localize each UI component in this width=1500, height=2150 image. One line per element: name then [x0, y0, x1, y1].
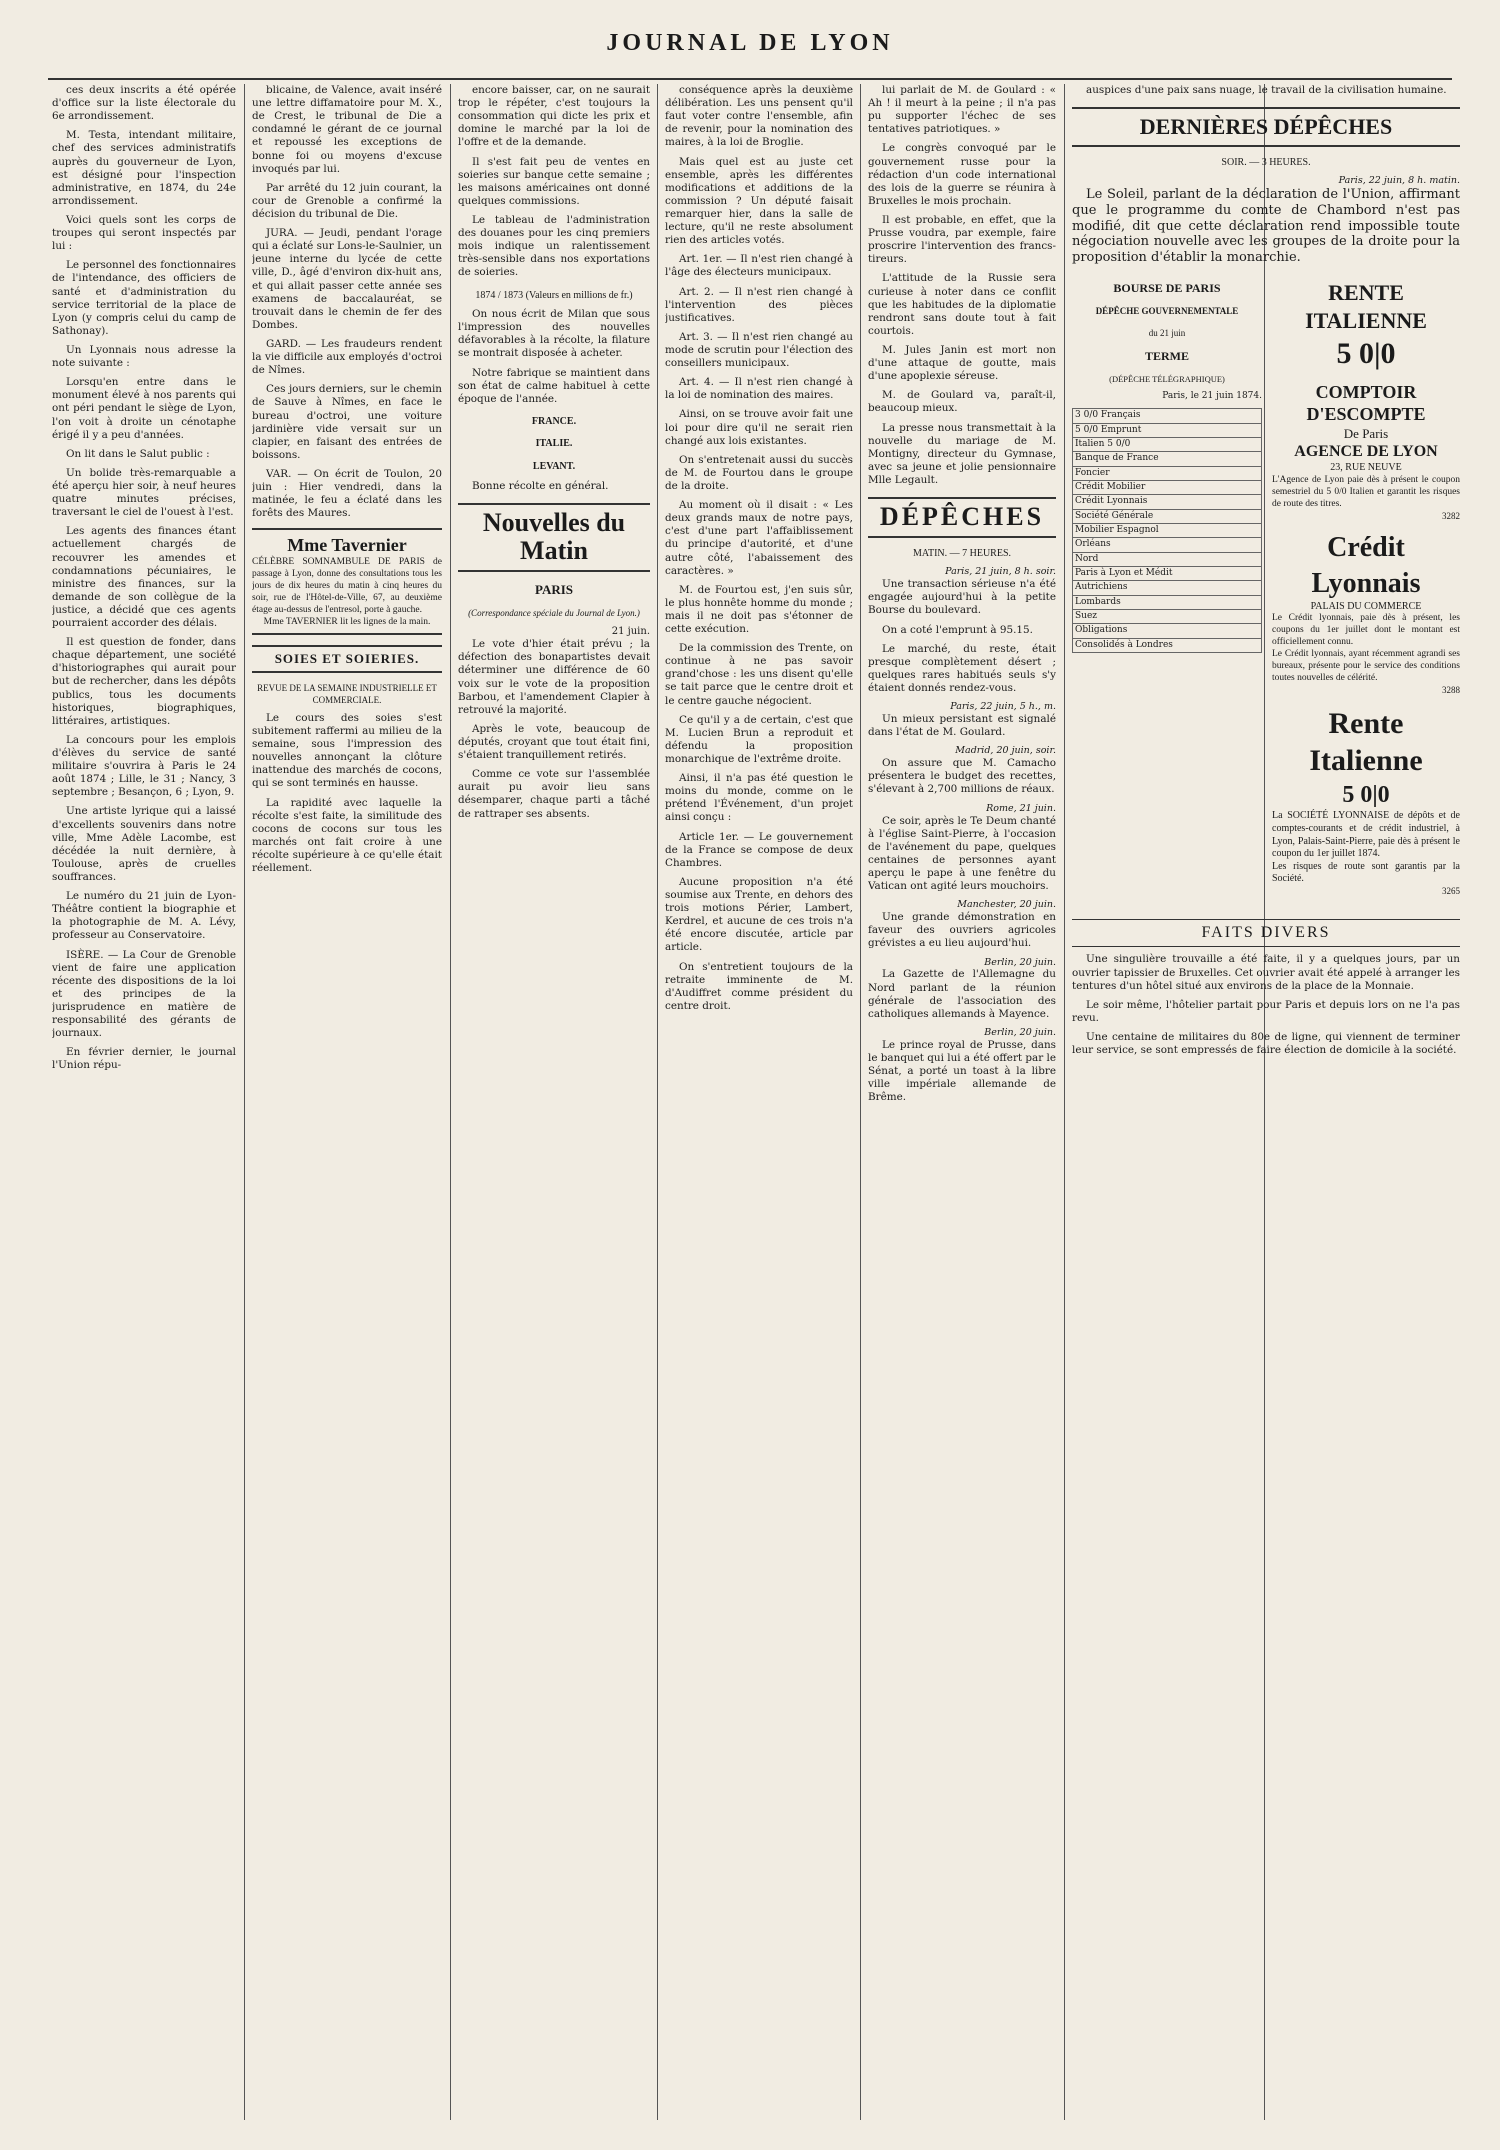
column-3: [458, 84, 650, 2114]
valeurs-row: [1073, 552, 1262, 566]
valeurs-row: [1073, 495, 1262, 509]
section-italie: ITALIE.: [535, 438, 573, 450]
article-paragraph: M. Testa, intendant militaire, chef des services administratifs auprès du gouverneur de Lyon, est désigné pour l'inspection administrative, en 1874, du 24e arrondissement.: [52, 129, 236, 207]
valeur-name: Suez: [1073, 609, 1262, 623]
rente-heading: RENTE ITALIENNE: [1305, 280, 1427, 334]
dateline: Berlin, 20 juin.: [984, 956, 1056, 968]
valeur-name: 3 0/0 Français: [1073, 409, 1262, 423]
comptoir-address: 23, RUE NEUVE: [1330, 462, 1402, 474]
article-paragraph: Par arrêté du 12 juin courant, la cour de Grenoble a confirmé la décision du tribunal de Die.: [252, 181, 442, 220]
article-paragraph: Le soir même, l'hôtelier partait pour Paris et depuis lors on ne l'a pas revu.: [1072, 998, 1460, 1024]
article-paragraph: Au moment où il disait : « Les deux grands maux de notre pays, c'est d'une part l'affaiblissement du principe d'autorité, et d'une autre côté, l'abaissement des caractères. »: [665, 499, 853, 577]
terme-date: Paris, le 21 juin 1874.: [1162, 390, 1262, 401]
comptoir-agency: AGENCE DE LYON: [1294, 443, 1438, 461]
comptoir-subheading: De Paris: [1343, 425, 1389, 441]
article-paragraph: Une centaine de militaires du 80e de ligne, qui viennent de terminer leur service, se sont empressés de faire élection de domicile à la société.: [1072, 1030, 1460, 1057]
column-rule: [450, 84, 451, 2120]
valeurs-row: [1073, 638, 1262, 652]
faits-divers-heading: FAITS DIVERS: [1072, 919, 1460, 947]
article-paragraph: Il s'est fait peu de ventes en soieries sur banque cette semaine ; les maisons américaines ont donné quelques commissions.: [458, 155, 650, 207]
article-paragraph: M. de Goulard va, paraît-il, beaucoup mieux.: [868, 389, 1056, 415]
article-paragraph: Article 1er. — Le gouvernement de la France se compose de deux Chambres.: [665, 830, 853, 869]
article-paragraph: L'attitude de la Russie sera curieuse à noter dans ce conflit que les habitudes de la diplomatie rendront sans doute tout à fait courtois.: [868, 272, 1056, 337]
dispatch-paragraph: Un mieux persistant est signalé dans l'état de M. Goulard.: [868, 713, 1056, 739]
article-paragraph: La presse nous transmettait à la nouvelle du mariage de M. Montigny, directeur du Gymnase, avec sa jeune et jolie pensionnaire Mlle Legault.: [868, 421, 1056, 486]
article-paragraph: Voici quels sont les corps de troupes qui seront inspectés par lui :: [52, 213, 236, 253]
depeches-heading: DÉPÊCHES: [868, 497, 1056, 538]
article-paragraph: On s'entretient toujours de la retraite imminente de M. d'Audiffret comme président du centre droit.: [665, 960, 853, 1012]
comptoir-ad: [1272, 381, 1460, 523]
depeches-subheading: MATIN. — 7 HEURES.: [912, 547, 1012, 559]
valeurs-row: [1073, 609, 1262, 623]
section-levant: LEVANT.: [532, 461, 576, 473]
article-paragraph: GARD. — Les fraudeurs rendent la vie difficile aux employés d'octroi de Nîmes.: [252, 337, 442, 377]
valeur-name: Foncier: [1073, 466, 1262, 480]
column-rule: [860, 84, 861, 2120]
nouvelles-heading: Nouvelles du Matin: [458, 503, 650, 572]
valeurs-row: [1073, 624, 1262, 638]
valeurs-row: [1073, 566, 1262, 580]
article-paragraph: Art. 1er. — Il n'est rien changé à l'âge des électeurs municipaux.: [665, 253, 853, 279]
dateline: Rome, 21 juin.: [986, 802, 1056, 814]
ad-title: Mme Tavernier: [287, 535, 407, 556]
dateline: Madrid, 20 juin, soir.: [955, 745, 1056, 757]
valeurs-row: [1073, 581, 1262, 595]
bourse-subtitle: DÉPÊCHE GOUVERNEMENTALE: [1095, 306, 1239, 317]
article-paragraph: JURA. — Jeudi, pendant l'orage qui a éclaté sur Lons-le-Saulnier, un jeune interne du lycée de cette ville, D., âgé d'environ dix-huit ans, et qui allait passer cette année ses examens de baccalauréat, se trouvait dans le chemin de fer des Dombes.: [252, 227, 442, 331]
dateline: Paris, 21 juin, 8 h. soir.: [945, 566, 1056, 578]
ad-sign: Mme TAVERNIER lit les lignes de la main.: [263, 616, 431, 627]
article-paragraph: Un bolide très-remarquable a été aperçu hier soir, à neuf heures quatre minutes précises, traversant le ciel de l'ouest à l'est.: [52, 466, 236, 519]
valeurs-row: [1073, 409, 1262, 423]
rente2-value: 5 0|0: [1342, 782, 1390, 809]
ad-number: 3288: [1442, 685, 1460, 696]
valeur-name: Mobilier Espagnol: [1073, 523, 1262, 537]
dateline: Paris, 22 juin, 8 h. matin.: [1338, 175, 1460, 187]
article-paragraph: Les agents des finances étant actuellement chargés de recouvrer les amendes et condamnations pécuniaires, le ministre des finances, sur la demande de son collègue de la justice, a décidé que ces agents pourraient accorder des délais.: [52, 525, 236, 630]
article-paragraph: La rapidité avec laquelle la récolte s'est faite, la similitude des cocons de cocons sur tous les marchés ont fait croire à une récolte supérieure à ce qu'elle était réellement.: [252, 796, 442, 875]
article-paragraph: Art. 2. — Il n'est rien changé à l'intervention des pièces justificatives.: [665, 285, 853, 324]
column-rule: [1064, 84, 1065, 2120]
terme-subtitle: (DÉPÊCHE TÉLÉGRAPHIQUE): [1109, 374, 1225, 385]
credit-heading: Crédit Lyonnais: [1311, 532, 1421, 599]
article-paragraph: En février dernier, le journal l'Union répu-: [52, 1046, 236, 1072]
column-2: [252, 84, 442, 2114]
dispatch-paragraph: Le prince royal de Prusse, dans le banquet qui lui a été offert par le Sénat, a porté un toast à la libre ville impériale allemande de Brême.: [868, 1038, 1056, 1104]
article-paragraph: Après le vote, beaucoup de députés, croyant que tout était fini, s'étaient tranquillement retirés.: [458, 722, 650, 762]
article-paragraph: On lit dans le Salut public :: [66, 447, 210, 460]
article-paragraph: Art. 3. — Il n'est rien changé au mode de scrutin pour l'élection des conseillers municipaux.: [665, 330, 853, 370]
valeur-name: Paris à Lyon et Médit: [1073, 566, 1262, 580]
article-paragraph: Le cours des soies s'est subitement raffermi au milieu de la semaine, sous l'impression des nouvelles annonçant la clôture inattendue des marchés de cocons, qui se sont terminés en hausse.: [252, 711, 442, 790]
article-paragraph: Notre fabrique se maintient dans son état de calme habituel à cette époque de l'année.: [458, 366, 650, 405]
section-france: FRANCE.: [531, 415, 577, 427]
paris-subheading: (Correspondance spéciale du Journal de Lyon.): [468, 608, 640, 619]
valeurs-row: [1073, 509, 1262, 523]
ad-number: 3265: [1442, 885, 1460, 896]
column-4: [665, 84, 853, 2114]
article-paragraph: Mais quel est au juste cet ensemble, après les différentes modifications et additions de la commission ? Un député faisait remarquer hier, dans la salle de lecture, qu'il ne reste absolument rien des articles votés.: [665, 155, 853, 247]
tavernier-ad: [252, 528, 442, 634]
dispatch-paragraph: On assure que M. Camacho présentera le budget des recettes, s'élevant à 2,700 millions de réaux.: [868, 757, 1056, 796]
valeurs-row: [1073, 538, 1262, 552]
article-paragraph: blicaine, de Valence, avait inséré une lettre diffamatoire pour M. X., de Crest, le tribunal de Die a condamné le gérant de ce journal et repoussé les exceptions de bonne foi ou moyens d'excuse invoqués par lui.: [252, 84, 442, 175]
comptoir-text: L'Agence de Lyon paie dès à présent le coupon semestriel du 5 0/0 Italien et garantit les risques de route des titres.: [1272, 475, 1460, 509]
column-5: [868, 84, 1056, 2114]
ads-block: [1272, 271, 1460, 905]
valeur-name: Autrichiens: [1073, 581, 1262, 595]
article-paragraph: Aucune proposition n'a été soumise aux Trente, en dehors des trois motions Périer, Lambert, Kerdrel, et aucune de ces trois n'a été encore discutée, article par article.: [665, 875, 853, 954]
article-paragraph: Il est question de fonder, dans chaque département, une société d'historiographes qui aurait pour but de rechercher, dans les dépôts publics, tous les documents historiques, biographiques, littéraires, artistiques.: [52, 636, 236, 727]
article-paragraph: Ces jours derniers, sur le chemin de Sauve à Nîmes, en face le bureau d'octroi, une voiture jardinière vide versait sur un clapier, en faisant des entrées de boissons.: [252, 383, 442, 461]
article-paragraph: Comme ce vote sur l'assemblée aurait pu avoir lieu sans désemparer, chaque parti a tâché de rattraper ses absents.: [458, 768, 650, 820]
valeur-name: Société Générale: [1073, 509, 1262, 523]
article-paragraph: La concours pour les emplois d'élèves du service de santé militaire s'ouvrira à Paris le 24 août 1874 ; Lille, le 31 ; Nancy, 3 septembre ; Besançon, 6 ; Lyon, 9.: [52, 733, 236, 799]
bourse-block: [1072, 271, 1262, 905]
valeur-name: 5 0/0 Emprunt: [1073, 423, 1262, 437]
valeur-name: Consolidés à Londres: [1073, 638, 1262, 652]
article-paragraph: M. Jules Janin est mort non d'une attaque de goutte, mais d'une apoplexie séreuse.: [868, 343, 1056, 383]
credit-text: Le Crédit lyonnais, paie dès à présent, les coupons du 1er juillet dont le montant est officiellement connu.: [1272, 613, 1460, 648]
dispatch-paragraph: Le Soleil, parlant de la déclaration de l'Union, affirmant que le programme du comte de Chambord n'est pas modifié, dit que cette déclaration rend impossible toute négociation nouvelle avec les groupes de la droite pour la proposition d'établir la monarchie.: [1072, 187, 1460, 265]
column-rule: [657, 84, 658, 2120]
article-paragraph: Une artiste lyrique qui a laissé d'excellents souvenirs dans notre ville, Mme Adèle Lacombe, est décédée la nuit dernière, à Toulouse, après de cruelles souffrances.: [52, 805, 236, 884]
rente-italienne-ad-2: [1272, 705, 1460, 898]
header-rule: [48, 78, 1452, 80]
column-rule: [244, 84, 245, 2120]
dispatch-paragraph: On a coté l'emprunt à 95.15.: [882, 623, 1033, 636]
valeurs-table: [1072, 408, 1262, 653]
dernieres-depeches-subheading: SOIR. — 3 HEURES.: [1221, 156, 1311, 168]
valeur-name: Italien 5 0/0: [1073, 437, 1262, 451]
article-paragraph: Le tableau de l'administration des douanes pour les cinq premiers mois indique un ralentissement très-sensible dans nos exportations de soieries.: [458, 213, 650, 279]
article-paragraph: Le personnel des fonctionnaires de l'intendance, des officiers de santé et d'administration du service territorial de la place de Lyon (y compris celui du camp de Sathonay).: [52, 259, 236, 337]
valeurs-row: [1073, 595, 1262, 609]
exports-table-title: 1874 / 1873 (Valeurs en millions de fr.): [475, 289, 633, 301]
article-paragraph: encore baisser, car, on ne saurait trop le répéter, c'est toujours la consommation qui dicte les prix et domine le marché par la loi de l'offre et de la demande.: [458, 84, 650, 149]
rente2-text: La SOCIÉTÉ LYONNAISE de dépôts et de comptes-courants et de crédit industriel, à Lyon, Palais-Saint-Pierre, paie dès à présent le coupon du 1er juillet 1874.: [1272, 810, 1460, 860]
article-paragraph: Il est probable, en effet, que la Prusse voudra, par exemple, faire proscrire l'intervention des francs-tireurs.: [868, 213, 1056, 266]
article-paragraph: Ainsi, on se trouve avoir fait une loi pour dire qu'il ne serait rien changé aux lois existantes.: [665, 408, 853, 447]
article-paragraph: lui parlait de M. de Goulard : « Ah ! il meurt à la peine ; il n'a pas pu supporter l'échec de ses tentatives patriotiques. »: [868, 84, 1056, 136]
article-paragraph: conséquence après la deuxième délibération. Les uns pensent qu'il faut voter contre l'ensemble, afin de revenir, pour la nomination des maires, à la loi de Broglie.: [665, 84, 853, 149]
valeurs-row: [1073, 466, 1262, 480]
article-paragraph: Un Lyonnais nous adresse la note suivante :: [52, 343, 236, 370]
dispatch-paragraph: La Gazette de l'Allemagne du Nord parlant de la réunion générale de l'association des catholiques allemands à Mayence.: [868, 968, 1056, 1020]
article-paragraph: Art. 4. — Il n'est rien changé à la loi de nomination des maires.: [665, 376, 853, 402]
article-paragraph: Le numéro du 21 juin de Lyon-Théâtre contient la biographie et la photographie de M. A. Lévy, professeur au Conservatoire.: [52, 890, 236, 942]
rente-italienne-ad: [1272, 279, 1460, 372]
paris-heading: PARIS: [534, 581, 574, 597]
article-paragraph: On s'entretenait aussi du succès de M. de Fourtou dans le groupe de la droite.: [665, 453, 853, 492]
valeurs-row: [1073, 452, 1262, 466]
article-paragraph: Ce qu'il y a de certain, c'est que M. Lucien Brun a reproduit et défendu la proposition monarchique de l'extrême droite.: [665, 713, 853, 766]
credit-text-2: Le Crédit lyonnais, ayant récemment agrandi ses bureaux, présente pour le service des conditions toutes nouvelles de célérité.: [1272, 649, 1460, 684]
comptoir-heading: COMPTOIR D'ESCOMPTE: [1306, 381, 1426, 425]
article-paragraph: M. de Fourtou est, j'en suis sûr, le plus honnête homme du monde ; mais il ne doit pas s'étonner de cette exécution.: [665, 583, 853, 636]
valeurs-row: [1073, 437, 1262, 451]
ad-number: 3282: [1442, 510, 1460, 521]
article-paragraph: ISÈRE. — La Cour de Grenoble vient de faire une application récente des dispositions de la loi et des principes de la jurisprudence en matière de responsabilité des gérants de journaux.: [52, 948, 236, 1040]
masthead: JOURNAL DE LYON: [606, 30, 894, 56]
rente-value: 5 0|0: [1336, 336, 1396, 370]
article-paragraph: Ainsi, il n'a pas été question le moins du monde, comme on le prétend l'Événement, d'un projet ainsi conçu :: [665, 772, 853, 824]
valeur-name: Obligations: [1073, 624, 1262, 638]
valeur-name: Banque de France: [1073, 452, 1262, 466]
bourse-date: du 21 juin: [1148, 327, 1186, 338]
rente2-text-2: Les risques de route sont garantis par la Société.: [1272, 860, 1460, 885]
valeur-name: Orléans: [1073, 538, 1262, 552]
valeurs-row: [1073, 480, 1262, 494]
dateline: 21 juin.: [611, 625, 650, 637]
article-paragraph: ces deux inscrits a été opérée d'office sur la liste électorale du 6e arrondissement.: [52, 84, 236, 123]
article-paragraph: Une singulière trouvaille a été faite, il y a quelques jours, par un ouvrier tapissier de Bruxelles. Cet ouvrier avait été appelé à arranger les tentures d'un hôtel situé aux environs de la place de la Monnaie.: [1072, 953, 1460, 992]
credit-lyonnais-ad: [1272, 530, 1460, 696]
terme-title: TERME: [1144, 349, 1189, 364]
article-paragraph: auspices d'une paix sans nuage, le travail de la civilisation humaine.: [1086, 84, 1447, 96]
article-paragraph: Bonne récolte en général.: [472, 479, 609, 492]
dateline: Paris, 22 juin, 5 h., m.: [950, 701, 1056, 713]
article-paragraph: Lorsqu'en entre dans le monument élevé à nos parents qui ont péri pendant le siège de Lyon, l'on voit à droite un cénotaphe érigé il y a peu d'années.: [52, 376, 236, 441]
valeur-name: Crédit Mobilier: [1073, 480, 1262, 494]
dateline: Berlin, 20 juin.: [984, 1026, 1056, 1038]
dernieres-depeches-heading: DERNIÈRES DÉPÊCHES: [1072, 107, 1460, 147]
column-1: [52, 84, 236, 2114]
rente2-heading: Rente Italienne: [1309, 706, 1423, 778]
right-section: [1072, 84, 1460, 2114]
ad-text: CÉLÈBRE SOMNAMBULE DE PARIS de passage à Lyon, donne des consultations tous les jours de dix heures du matin à cinq heures du soir, rue de l'Hôtel-de-Ville, 67, au deuxième étage au-dessus de l'entresol, porte à gauche.: [252, 557, 442, 615]
dispatch-paragraph: Ce soir, après le Te Deum chanté à l'église Saint-Pierre, à l'occasion de l'avénement du pape, quelques centaines de personnes ayant aperçu le pape à une fenêtre du Vatican ont agité leurs mouchoirs.: [868, 814, 1056, 893]
dateline: Manchester, 20 juin.: [957, 899, 1056, 911]
valeur-name: Lombards: [1073, 595, 1262, 609]
valeur-name: Nord: [1073, 552, 1262, 566]
article-paragraph: On nous écrit de Milan que sous l'impression des nouvelles défavorables à la récolte, la filature se montrait disposée à acheter.: [458, 308, 650, 360]
dispatch-paragraph: Le marché, du reste, était presque complètement désert ; quelques rares habitués seuls s'y étaient donnés rendez-vous.: [868, 642, 1056, 694]
soies-subheading: REVUE DE LA SEMAINE INDUSTRIELLE ET COMMERCIALE.: [257, 683, 437, 705]
article-paragraph: Le congrès convoqué par le gouvernement russe pour la rédaction d'un code international des lois de la guerre se réunira à Bruxelles le mois prochain.: [868, 142, 1056, 207]
valeurs-row: [1073, 423, 1262, 437]
dispatch-paragraph: Une grande démonstration en faveur des ouvriers agricoles grévistes a eu lieu aujourd'hui.: [868, 911, 1056, 950]
article-paragraph: De la commission des Trente, on continue à ne pas savoir grand'chose : les uns disent qu'elle se tait parce que le centre droit et le centre gauche négocient.: [665, 642, 853, 707]
dispatch-paragraph: Une transaction sérieuse n'a été engagée aujourd'hui à la petite Bourse du boulevard.: [868, 578, 1056, 617]
article-paragraph: Le vote d'hier était prévu ; la défection des bonapartistes devait déterminer une différence de 60 voix sur le vote de la proposition Barbou, et l'amendement Clapier à retrouvé la majorité.: [458, 638, 650, 716]
valeur-name: Crédit Lyonnais: [1073, 495, 1262, 509]
soies-heading: SOIES ET SOIERIES.: [252, 645, 442, 673]
credit-subheading: PALAIS DU COMMERCE: [1310, 600, 1422, 612]
bourse-title: BOURSE DE PARIS: [1113, 281, 1221, 296]
article-paragraph: VAR. — On écrit de Toulon, 20 juin : Hier vendredi, dans la matinée, le feu a éclaté dans les forêts des Maures.: [252, 467, 442, 520]
valeurs-row: [1073, 523, 1262, 537]
